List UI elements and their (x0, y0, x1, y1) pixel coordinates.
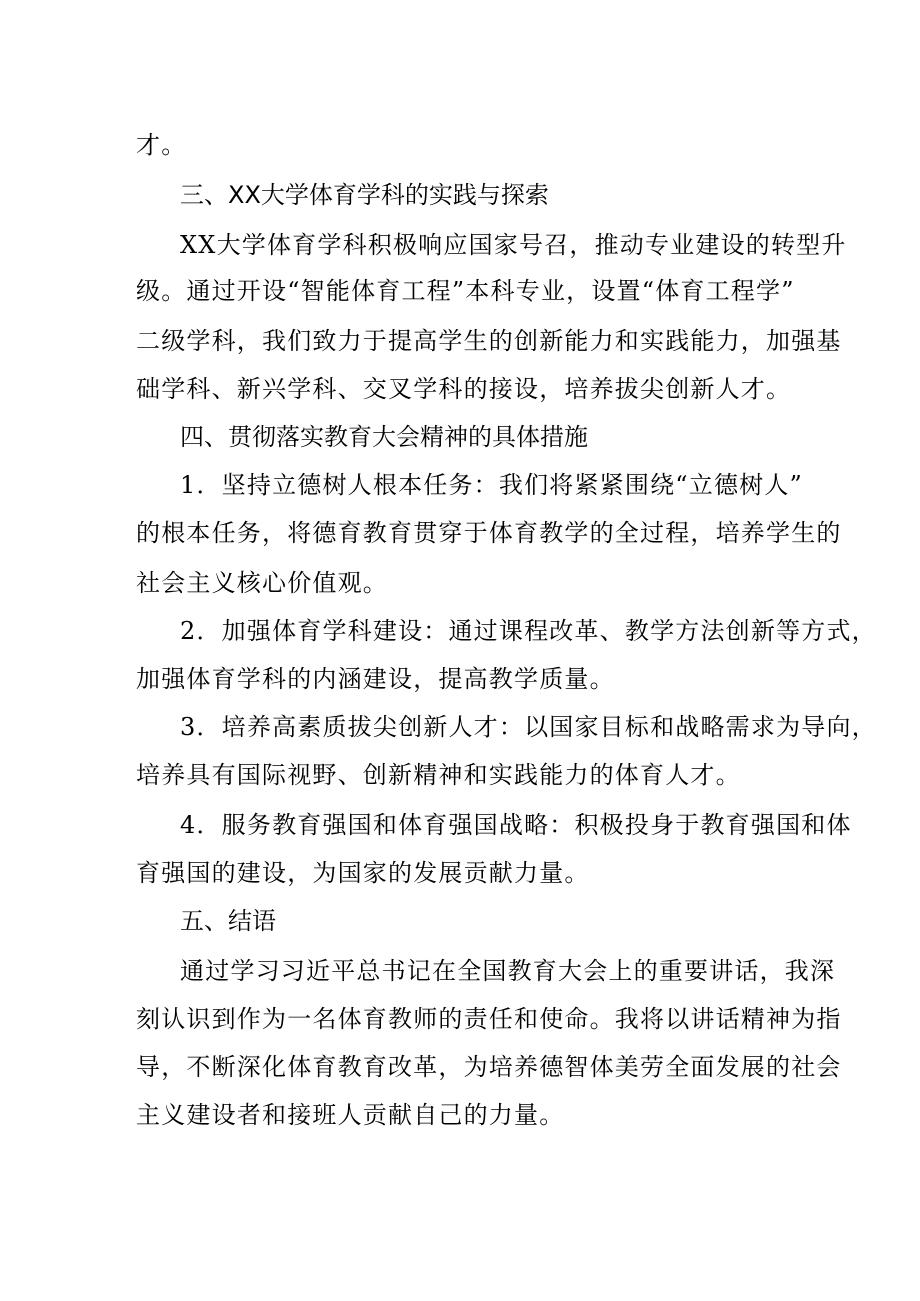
paragraph-line: 才。 (136, 131, 187, 159)
paragraph-line: 培养具有国际视野、创新精神和实践能力的体育人才。 (136, 761, 741, 789)
list-item-2-line: 2．加强体育学科建设：通过课程改革、教学方法创新等方式， (180, 617, 877, 645)
section-heading-3: 三、XX大学体育学科的实践与探索 (180, 181, 549, 209)
section-heading-5: 五、结语 (180, 907, 276, 935)
paragraph-line: 育强国的建设，为国家的发展贡献力量。 (136, 859, 590, 887)
paragraph-line: 二级学科，我们致力于提高学生的创新能力和实践能力，加强基 (136, 327, 842, 355)
paragraph-line: 础学科、新兴学科、交叉学科的接设，培养拔尖创新人才。 (136, 375, 792, 403)
paragraph-line: 刻认识到作为一名体育教师的责任和使命。我将以讲话精神为指 (136, 1005, 842, 1033)
paragraph-line: 通过学习习近平总书记在全国教育大会上的重要讲话，我深 (180, 957, 836, 985)
list-item-3-line: 3．培养高素质拔尖创新人才：以国家目标和战略需求为导向， (180, 713, 877, 741)
paragraph-line: 级。通过开设“智能体育工程”本科专业，设置“体育工程学” (136, 277, 795, 305)
section-heading-4: 四、贯彻落实教育大会精神的具体措施 (180, 423, 588, 451)
list-item-4-line: 4．服务教育强国和体育强国战略：积极投身于教育强国和体 (180, 811, 852, 839)
paragraph-line: 导，不断深化体育教育改革，为培养德智体美劳全面发展的社会 (136, 1053, 842, 1081)
paragraph-line: XX大学体育学科积极响应国家号召，推动专业建设的转型升 (180, 231, 847, 259)
paragraph-line: 主义建设者和接班人贡献自己的力量。 (136, 1101, 565, 1129)
list-item-1-line: 1．坚持立德树人根本任务：我们将紧紧围绕“立德树人” (180, 471, 804, 499)
paragraph-line: 社会主义核心价值观。 (136, 569, 388, 597)
paragraph-line: 加强体育学科的内涵建设，提高教学质量。 (136, 665, 615, 693)
paragraph-line: 的根本任务，将德育教育贯穿于体育教学的全过程，培养学生的 (136, 519, 842, 547)
